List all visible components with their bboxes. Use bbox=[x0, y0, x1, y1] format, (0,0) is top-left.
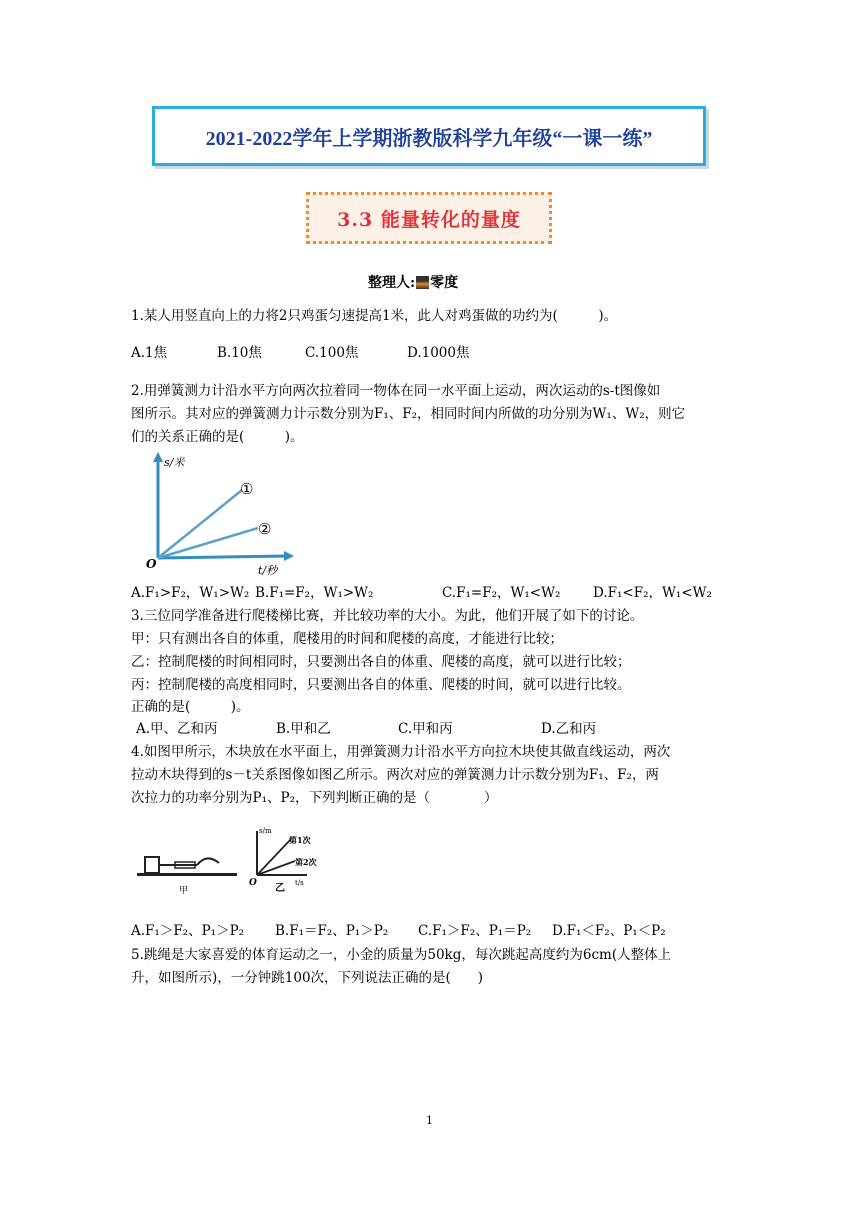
q3-options bbox=[136, 720, 596, 738]
q4-label-jia: 甲 bbox=[179, 886, 189, 896]
q1-option-b: B.10焦 bbox=[217, 345, 262, 361]
q3-line5: 正确的是( )。 bbox=[131, 699, 250, 715]
q2-label-1: ① bbox=[240, 480, 254, 498]
q2-line2: 图所示。其对应的弹簧测力计示数分别为F₁、F₂，相同时间内所做的功分别为W₁、W₂，则它 bbox=[131, 406, 686, 422]
compiler-label: 整理人: bbox=[368, 275, 416, 291]
q4-line1: 4.如图甲所示，木块放在水平面上，用弹簧测力计沿水平方向拉木块使其做直线运动，两次 bbox=[131, 744, 671, 760]
section-title-box bbox=[306, 192, 552, 244]
page-number: 1 bbox=[426, 1114, 433, 1127]
q5-line2: 升，如图所示)，一分钟跳100次，下列说法正确的是( ) bbox=[131, 970, 484, 986]
q4-origin: O bbox=[249, 878, 257, 888]
q1-option-c: C.100焦 bbox=[305, 345, 359, 361]
q3-option-a: A.甲、乙和丙 bbox=[136, 721, 218, 737]
q2-label-2: ② bbox=[258, 520, 272, 538]
q4-option-c: C.F₁＞F₂、P₁＝P₂ bbox=[418, 923, 532, 939]
q2-line1: 2.用弹簧测力计沿水平方向两次拉着同一物体在同一水平面上运动，两次运动的s-t图像如 bbox=[131, 383, 661, 399]
q2-option-c: C.F₁=F₂，W₁<W₂ bbox=[442, 585, 561, 601]
q3-line4: 丙：控制爬楼的高度相同时，只要测出各自的体重、爬楼的时间，就可以进行比较。 bbox=[131, 677, 631, 693]
q3-option-b: B.甲和乙 bbox=[276, 721, 331, 737]
q2-line3: 们的关系正确的是( )。 bbox=[131, 429, 304, 445]
title-box bbox=[152, 106, 706, 166]
q4-line2: 拉动木块得到的s－t关系图像如图乙所示。两次对应的弹簧测力计示数分别为F₁、F₂，两 bbox=[131, 767, 659, 783]
q2-option-b: B.F₁=F₂，W₁>W₂ bbox=[255, 585, 374, 601]
q4-label-first: 第1次 bbox=[289, 835, 311, 845]
q2-ylabel: s/米 bbox=[164, 456, 185, 469]
q4-option-d: D.F₁＜F₂、P₁＜P₂ bbox=[552, 923, 666, 939]
q2-xlabel: t/秒 bbox=[258, 564, 278, 577]
q1-text: 1.某人用竖直向上的力将2只鸡蛋匀速提高1米，此人对鸡蛋做的功约为( )。 bbox=[131, 308, 618, 324]
compiler-line bbox=[368, 272, 458, 292]
document-title: 2021-2022学年上学期浙教版科学九年级“一课一练” bbox=[205, 127, 653, 150]
q2-line-1 bbox=[158, 490, 242, 558]
q2-options bbox=[131, 584, 712, 602]
q2-option-d: D.F₁<F₂，W₁<W₂ bbox=[593, 585, 712, 601]
q4-options bbox=[131, 922, 666, 940]
q1-option-d: D.1000焦 bbox=[407, 345, 470, 361]
q4-hand-icon bbox=[197, 858, 219, 865]
q4-line3: 次拉力的功率分别为P₁、P₂，下列判断正确的是（ ） bbox=[131, 790, 498, 806]
q4-option-b: B.F₁＝F₂、P₁＞P₂ bbox=[275, 923, 389, 939]
q4-block bbox=[145, 857, 159, 873]
q2-option-a: A.F₁>F₂，W₁>W₂ bbox=[131, 585, 250, 601]
q3-line1: 3.三位同学准备进行爬楼梯比赛，并比较功率的大小。为此，他们开展了如下的讨论。 bbox=[131, 608, 644, 624]
q2-x-arrow bbox=[284, 551, 294, 561]
compiler-name: 零度 bbox=[430, 275, 459, 291]
q4-ylabel: s/m bbox=[259, 827, 272, 835]
q3-line3: 乙：控制爬楼的时间相同时，只要测出各自的体重、爬楼的高度，就可以进行比较； bbox=[131, 654, 631, 670]
q4-xlabel: t/s bbox=[295, 879, 304, 887]
q4-option-a: A.F₁＞F₂、P₁＞P₂ bbox=[131, 923, 245, 939]
q2-y-arrow bbox=[153, 452, 163, 462]
section-title: 3.3 能量转化的量度 bbox=[337, 208, 521, 231]
q4-figures bbox=[135, 825, 330, 905]
q1-option-a: A.1焦 bbox=[131, 345, 168, 361]
q2-line-2 bbox=[158, 528, 258, 558]
q2-origin: O bbox=[146, 557, 157, 571]
q4-label-yi: 乙 bbox=[275, 883, 285, 894]
q1-options bbox=[131, 344, 470, 362]
q3-line2: 甲：只有测出各自的体重，爬楼用的时间和爬楼的高度，才能进行比较； bbox=[131, 631, 563, 647]
compiler-logo-icon bbox=[416, 276, 429, 289]
q5-line1: 5.跳绳是大家喜爱的体育运动之一，小金的质量为50kg，每次跳起高度约为6cm(人整体上 bbox=[131, 947, 672, 963]
q2-x-axis bbox=[158, 556, 290, 558]
q4-label-second: 第2次 bbox=[295, 857, 317, 867]
q3-option-c: C.甲和丙 bbox=[398, 721, 453, 737]
q2-st-graph bbox=[140, 450, 300, 580]
q3-option-d: D.乙和丙 bbox=[541, 721, 597, 737]
